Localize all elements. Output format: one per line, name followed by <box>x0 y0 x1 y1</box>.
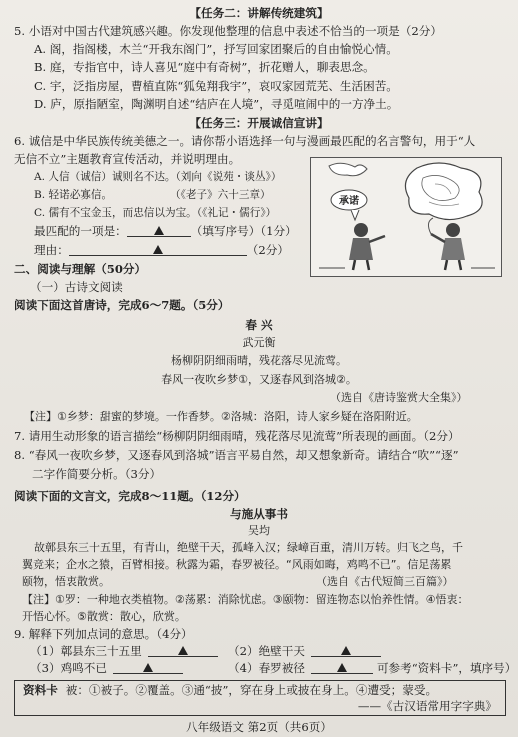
q6-match-prefix: 最匹配的一项是： <box>34 224 127 238</box>
q6-option-b: B. 轻诺必寡信。 <box>34 189 113 201</box>
q6-option-c: C. 儒有不宝金玉，而忠信以为宝。（《礼记・儒行》） <box>34 207 277 219</box>
triangle-marker-icon <box>143 663 153 672</box>
q6-reason-prefix: 理由： <box>34 243 69 257</box>
q9-item-1: （1）鄣县东三十五里 <box>30 644 218 658</box>
prose-paragraph-3: 颐物，悟衷散赏。 <box>22 575 110 588</box>
poem-intro: 阅读下面这首唐诗，完成6～7题。（5分） <box>14 298 230 312</box>
prose-title: 与施从事书 <box>230 507 288 521</box>
triangle-marker-icon <box>153 245 163 254</box>
q9-stem: 9. 解释下列加点词的意思。（4分） <box>14 627 193 641</box>
q6-stem-2: 无信不立”主题教育宣传活动，并说明理由。 <box>14 152 241 166</box>
q9-blank-4[interactable] <box>311 661 373 674</box>
prose-paragraph-2: 翼竞来；企水之猿，百臂相接。秋露为霜，春罗被径。“风雨如晦，鸡鸣不已”。信足荡累 <box>22 558 452 571</box>
reference-card-content: 被：①被子。②覆盖。③通“披”，穿在身上或披在身上。④遭受；蒙受。 <box>65 683 438 697</box>
q5-option-a: A. 阁，指阁楼，木兰“开我东阁门”，抒写回家团聚后的自由愉悦心情。 <box>34 42 398 56</box>
part2-subtitle: （一）古诗文阅读 <box>30 280 123 294</box>
q6-match-line <box>34 224 297 238</box>
q5-option-b: B. 庭，专指官中，诗人喜见“庭中有奇树”，折花赠人，聊表思念。 <box>34 60 375 74</box>
q5-option-c: C. 宇，泛指房屋，曹植直陈“狐兔翔我宇”，哀叹家园荒芜、生活困苦。 <box>34 79 398 93</box>
q6-stem-1: 6. 诚信是中华民族传统美德之一。请你帮小语选择一句与漫画最匹配的名言警句，用于“人 <box>14 134 476 148</box>
q9-item-4: （4）春罗被径 可参考“资料卡”，填序号） <box>228 661 517 675</box>
q9-blank-2[interactable] <box>311 644 381 657</box>
reference-card-source: ——《古汉语常用字字典》 <box>357 699 497 713</box>
part2-title: 二、阅读与理解（50分） <box>14 262 147 276</box>
prose-author: 吴均 <box>248 524 270 537</box>
poem-title: 春 兴 <box>245 318 273 332</box>
q6-reason-suffix: （2分） <box>246 243 289 257</box>
q9-item-2: （2）绝壁干天 <box>228 644 381 658</box>
poem-source: （选自《唐诗鉴赏大全集》） <box>330 391 468 404</box>
q7: 7. 请用生动形象的语言描绘“杨柳阴阴细雨晴，残花落尽见流莺”所表现的画面。（2分） <box>14 429 460 443</box>
reference-card <box>14 680 506 716</box>
poem-author: 武元衡 <box>242 336 276 349</box>
q9-item-3: （3）鸡鸣不已 <box>30 661 183 675</box>
q9-blank-1[interactable] <box>148 644 218 657</box>
poem-line-2: 春风一夜吹乡梦①，又逐春风到洛城②。 <box>161 373 357 386</box>
q8-line-1: 8. “春风一夜吹乡梦，又逐春风到洛城”语言平易自然，却又想象新奇。请结合“吹”“逐” <box>14 448 459 462</box>
q6-match-suffix: （填写序号）（1分） <box>190 224 297 238</box>
q6-match-blank[interactable] <box>127 224 191 237</box>
q9-blank-3[interactable] <box>113 661 183 674</box>
q6-option-a: A. 人信（诚信）诚则名不达。（刘向《说苑・谈丛》） <box>34 171 282 183</box>
q8-line-2: 二字作简要分析。（3分） <box>32 467 162 481</box>
triangle-marker-icon <box>154 226 164 235</box>
integrity-cartoon <box>310 157 502 277</box>
triangle-marker-icon <box>337 663 347 672</box>
page-footer: 八年级语文 第2页（共6页） <box>186 720 332 734</box>
prose-paragraph-1: 故鄣县东三十五里，有青山，绝壁干天，孤峰入汉；绿嶂百重，清川万转。归飞之鸟，千 <box>34 541 463 554</box>
cartoon-bubble-text: 承诺 <box>339 196 359 207</box>
prose-note-1: 【注】①罗：一种地衣类植物。②荡累：消除忧虑。③颐物：留连物态以怡养性情。④悟衷： <box>22 593 469 606</box>
prose-intro: 阅读下面的文言文，完成8～11题。（12分） <box>14 489 246 503</box>
task2-header: 【任务二：讲解传统建筑】 <box>189 6 329 20</box>
q6-option-b-source: （《老子》六十三章） <box>170 189 271 201</box>
poem-note: 【注】①乡梦：甜蜜的梦境。一作香梦。②洛城：洛阳，诗人家乡疑在洛阳附近。 <box>24 410 418 423</box>
q5-stem: 5. 小语对中国古代建筑感兴趣。你发现他整理的信息中表述不恰当的一项是（2分） <box>14 24 442 38</box>
triangle-marker-icon <box>178 646 188 655</box>
cartoon-illustration <box>311 158 501 276</box>
q6-reason-line <box>34 243 289 257</box>
reference-card-label: 资料卡 <box>23 683 58 697</box>
triangle-marker-icon <box>341 646 351 655</box>
q6-reason-blank[interactable] <box>69 243 247 256</box>
poem-line-1: 杨柳阴阴细雨晴，残花落尽见流莺。 <box>171 354 347 367</box>
task3-header: 【任务三：开展诚信宣讲】 <box>189 116 329 130</box>
prose-note-2: 开悟心怀。⑤散赏：散心，欣赏。 <box>22 610 186 623</box>
q5-option-d: D. 庐，原指陋室，陶渊明自述“结庐在人境”，寻觅喧闹中的一方净土。 <box>34 97 399 111</box>
prose-source: （选自《古代短简三百篇》） <box>316 575 454 588</box>
